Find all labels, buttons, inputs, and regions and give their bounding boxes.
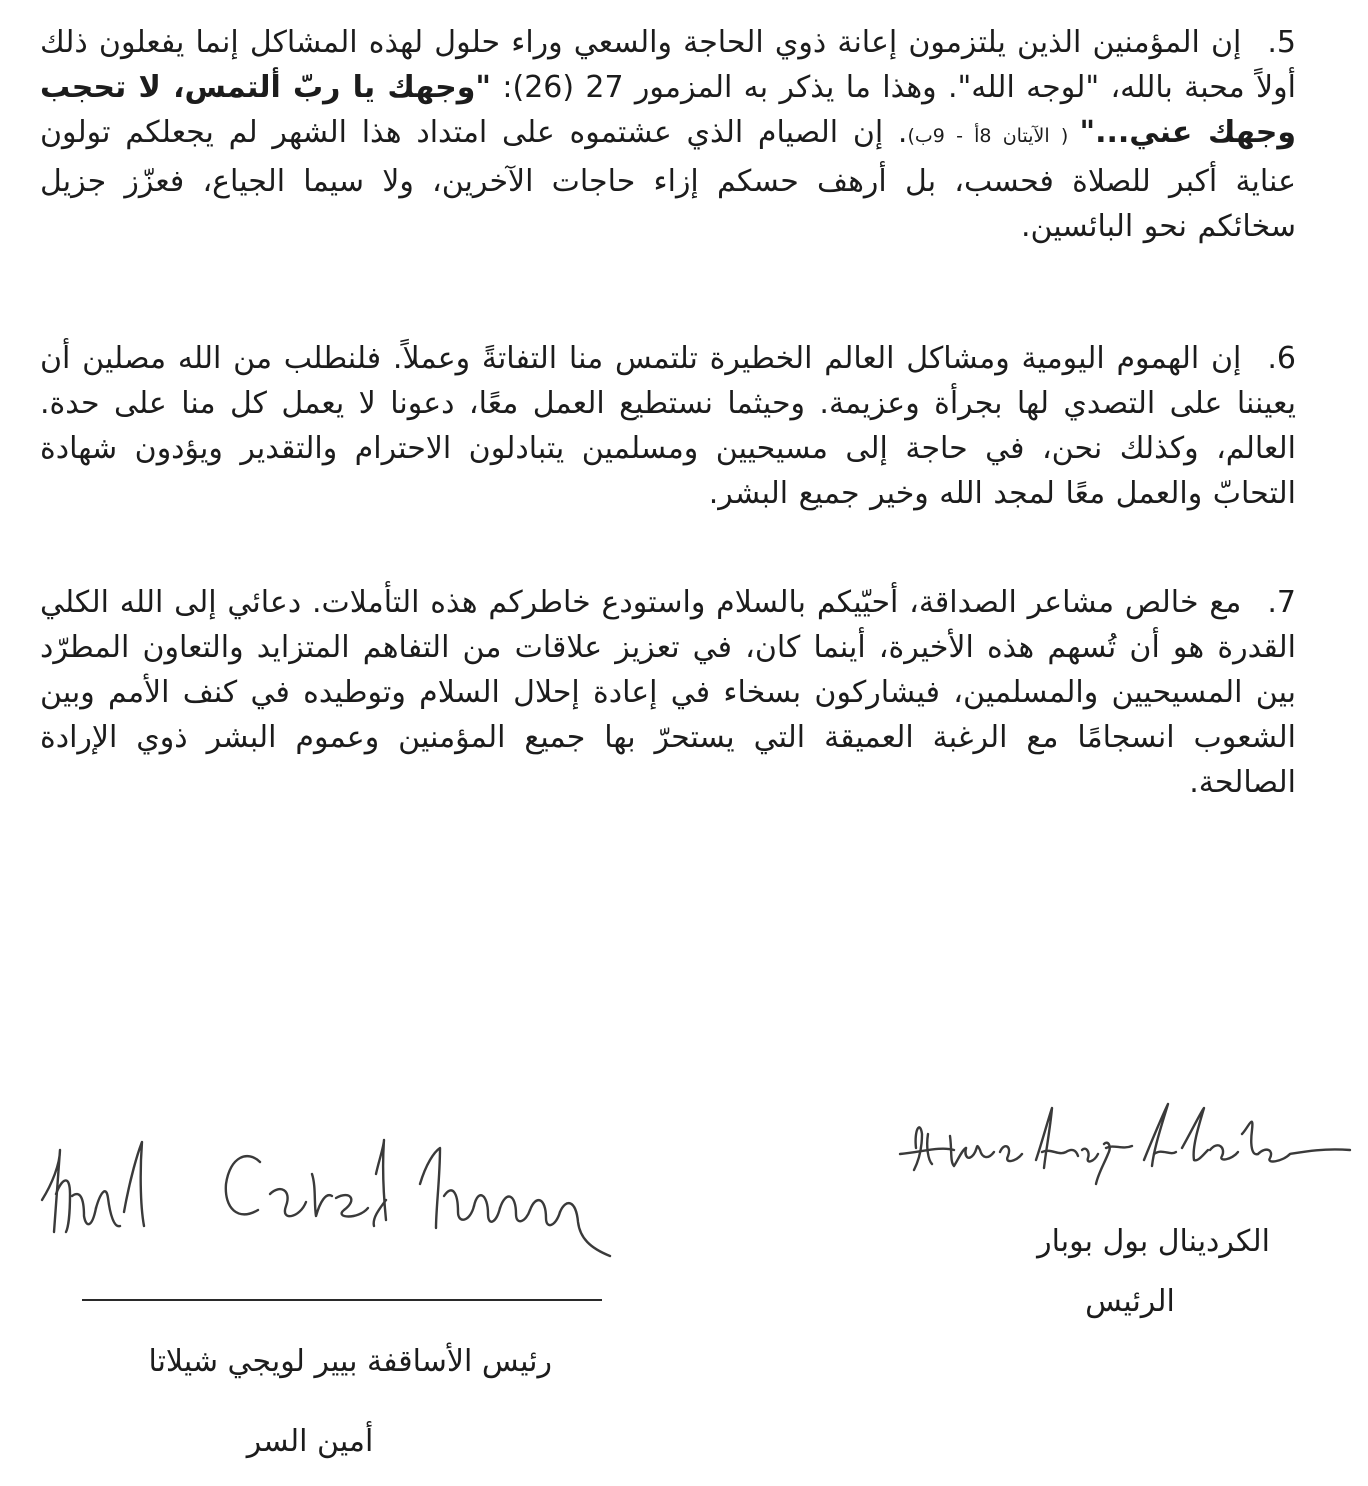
paragraph-6 [40, 336, 1296, 516]
paragraph-number: 6. [1267, 341, 1296, 376]
signatory-name-right: الكردينال بول بوبار [1037, 1224, 1270, 1259]
paragraph-5 [40, 20, 1296, 249]
paragraph-7 [40, 580, 1296, 805]
signature-line [82, 1299, 602, 1301]
signatory-title-right: الرئيس [1085, 1284, 1175, 1319]
paragraph-number: 5. [1267, 25, 1296, 60]
verse-citation: ( الآيتان 8أ - 9ب) [907, 125, 1080, 147]
paragraph-text: إن المؤمنين الذين يلتزمون إعانة ذوي الحاجة والسعي وراء حلول لهذه المشاكل إنما يفعلون ذلك أولاً محبة بالله، "لوجه الله". وهذا ما يذكر به المزمور 27 (26): [40, 25, 1296, 105]
signatory-name-left: رئيس الأساقفة بيير لويجي شيلاتا [148, 1344, 552, 1379]
paragraph-text: مع خالص مشاعر الصداقة، أحيّيكم بالسلام واستودع خاطركم هذه التأملات. دعائي إلى الله الكلي القدرة هو أن تُسهم هذه الأخيرة، أينما كان، في تعزيز علاقات من التفاهم المتزايد والتعاون المطرّد بين المسيحيين والمسلمين، فيشاركون بسخاء في إعادة إحلال السلام وتوطيده في كنف الأمم وبين الشعوب انسجامًا مع الرغبة العميقة التي يستحرّ بها جميع المؤمنين وعموم البشر ذوي الإرادة الصالحة. [40, 585, 1296, 800]
signatory-title-left: أمين السر [246, 1424, 374, 1459]
paragraph-number: 7. [1267, 585, 1296, 620]
psalm-quote: "وجهك يا ربّ ألتمس، لا تحجب وجهك عني..." [40, 70, 1296, 150]
signature-left [30, 1128, 630, 1268]
signature-right [892, 1090, 1362, 1190]
paragraph-text: إن الهموم اليومية ومشاكل العالم الخطيرة تلتمس منا التفاتةً وعملاً. فلنطلب من الله مصلين أن يعيننا على التصدي لها بجرأة وعزيمة. وحيثما نستطيع العمل معًا، دعونا لا يعمل كل منا على حدة. العالم، وكذلك نحن، في حاجة إلى مسيحيين ومسلمين يتبادلون الاحترام والتقدير ويؤدون شهادة التحابّ والعمل معًا لمجد الله وخير جميع البشر. [40, 341, 1296, 511]
paragraph-text-continued: . إن الصيام الذي عشتموه على امتداد هذا الشهر لم يجعلكم تولون عناية أكبر للصلاة فحسب، بل أرهف حسكم إزاء حاجات الآخرين، ولا سيما الجياع، فعزّز جزيل سخائكم نحو البائسين. [40, 115, 1296, 244]
